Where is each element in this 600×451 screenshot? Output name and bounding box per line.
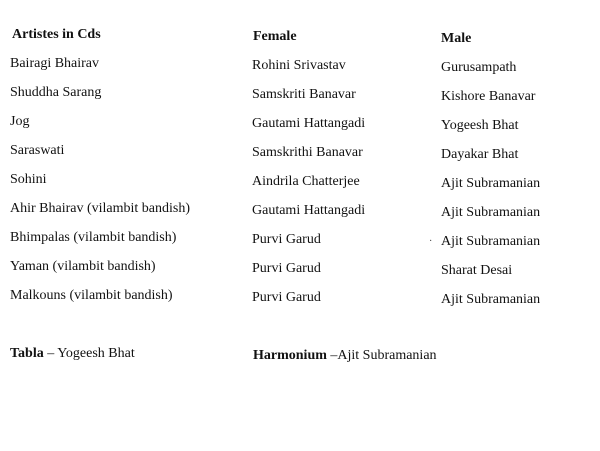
female-artist-cell: Purvi Garud (252, 232, 321, 247)
tabla-label: Tabla (10, 346, 44, 361)
male-artist-cell: Ajit Subramanian (441, 292, 541, 307)
female-artist-cell: Rohini Srivastav (252, 58, 346, 73)
raga-cell: Bhimpalas (vilambit bandish) (10, 230, 177, 245)
female-artist-cell: Gautami Hattangadi (252, 203, 366, 218)
male-artist-cell: Sharat Desai (441, 263, 513, 278)
harmonium-label: Harmonium (253, 348, 327, 363)
male-artist-cell: Dayakar Bhat (441, 147, 519, 162)
male-artist-cell: Ajit Subramanian (441, 234, 541, 249)
raga-cell: Jog (10, 114, 30, 129)
female-artist-cell: Gautami Hattangadi (252, 116, 366, 131)
raga-cell: Yaman (vilambit bandish) (10, 259, 156, 274)
male-artist-cell: Yogeesh Bhat (441, 118, 519, 133)
header-artistes: Artistes in Cds (12, 27, 101, 42)
harmonium-separator: – (326, 348, 338, 363)
tabla-artist: Yogeesh Bhat (57, 346, 135, 361)
female-artist-cell: Samskriti Banavar (252, 87, 356, 102)
raga-cell: Saraswati (10, 143, 65, 158)
male-artist-cell: Ajit Subramanian (441, 205, 541, 220)
male-artist-cell: Gurusampath (441, 60, 517, 75)
raga-cell: Shuddha Sarang (10, 85, 102, 100)
female-artist-cell: Purvi Garud (252, 261, 321, 276)
tabla-credit (10, 346, 135, 362)
header-male: Male (441, 31, 472, 46)
male-artist-cell: Ajit Subramanian (441, 176, 541, 191)
raga-cell: Sohini (10, 172, 47, 187)
raga-cell: Malkouns (vilambit bandish) (10, 288, 173, 303)
header-female: Female (253, 29, 297, 44)
tabla-separator: – (43, 346, 58, 361)
raga-cell: Bairagi Bhairav (10, 56, 100, 71)
female-artist-cell: Samskrithi Banavar (252, 145, 363, 160)
harmonium-credit (253, 348, 437, 364)
harmonium-artist: Ajit Subramanian (337, 348, 437, 363)
male-artist-cell: Kishore Banavar (441, 89, 536, 104)
stray-dot: · (429, 236, 433, 247)
female-artist-cell: Aindrila Chatterjee (252, 174, 360, 189)
raga-cell: Ahir Bhairav (vilambit bandish) (10, 201, 191, 216)
female-artist-cell: Purvi Garud (252, 290, 321, 305)
